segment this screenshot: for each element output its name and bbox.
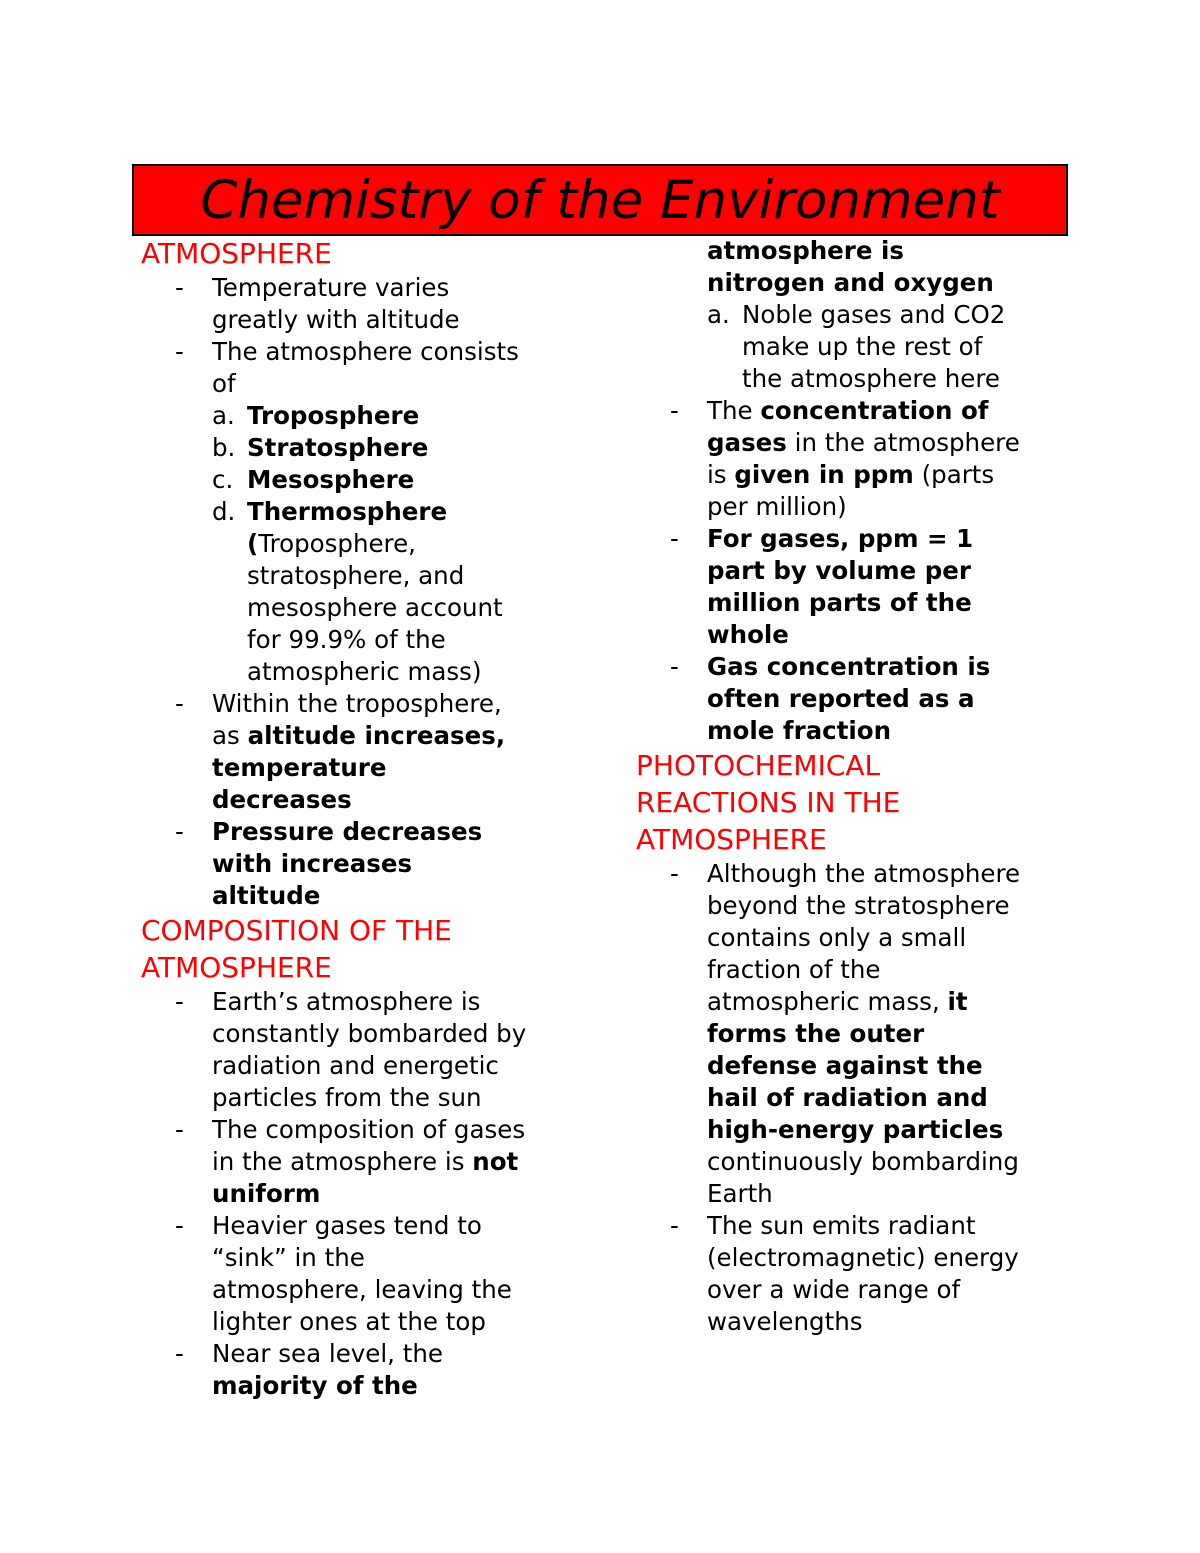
dash-bullet: - [670, 1211, 679, 1240]
list-item: - The concentration of gases in the atmosphere is given in ppm (parts per million) [670, 396, 1020, 521]
dash-bullet: - [670, 524, 679, 553]
list-item: - Within the troposphere, as altitude increases, temperature decreases [175, 689, 506, 814]
sublist-marker: c. [212, 465, 234, 494]
list-item: - Near sea level, the majority of the [175, 1339, 443, 1400]
list-item: - Pressure decreases with increases altitude [175, 817, 483, 910]
photochemical-heading: PHOTOCHEMICAL REACTIONS IN THE ATMOSPHERE [636, 749, 901, 856]
sublist-marker: d. [212, 497, 236, 526]
list-item: - The atmosphere consists of [175, 337, 519, 398]
sublist-item [141, 496, 581, 528]
sublist-item [141, 464, 581, 496]
left-column [141, 235, 581, 1402]
atmosphere-heading: ATMOSPHERE [141, 237, 332, 270]
layer-name: Mesosphere [247, 465, 415, 494]
list-item: - For gases, ppm = 1 part by volume per million parts of the whole [670, 524, 974, 649]
list-item: - Temperature varies greatly with altitude [175, 273, 460, 334]
dash-bullet: - [175, 1339, 184, 1368]
composition-heading: COMPOSITION OF THE ATMOSPHERE [141, 914, 452, 984]
dash-bullet: - [175, 1115, 184, 1144]
list-item: - Although the atmosphere beyond the stratosphere contains only a small fraction of the atmospheric mass, it forms the outer defense against the hail of radiation and high-energy particles continuously bombarding Earth [670, 859, 1021, 1208]
continued-item: atmosphere is nitrogen and oxygen [707, 236, 994, 297]
dash-bullet: - [670, 652, 679, 681]
list-item: - The composition of gases in the atmosphere is not uniform [175, 1115, 526, 1208]
dash-bullet: - [175, 689, 184, 718]
layer-note: (Troposphere, stratosphere, and mesosphere account for 99.9% of the atmospheric mass) [247, 529, 503, 686]
layer-name: Thermosphere [247, 497, 448, 526]
list-item: - The sun emits radiant (electromagnetic) energy over a wide range of wavelengths [670, 1211, 1019, 1336]
sublist-item [141, 432, 581, 464]
sublist-marker: a. [707, 300, 730, 329]
dash-bullet: - [175, 817, 184, 846]
list-item: - Gas concentration is often reported as a mole fraction [670, 652, 991, 745]
right-column [636, 235, 1076, 1338]
list-item: - Earth’s atmosphere is constantly bombarded by radiation and energetic particles from the sun [175, 987, 527, 1112]
document-title: Chemistry of the Environment [132, 164, 1068, 236]
dash-bullet: - [670, 396, 679, 425]
sublist-item: a. Noble gases and CO2 make up the rest of the atmosphere here [707, 300, 1006, 393]
dash-bullet: - [175, 1211, 184, 1240]
dash-bullet: - [175, 987, 184, 1016]
layer-name: Troposphere [247, 401, 420, 430]
dash-bullet: - [175, 337, 184, 366]
dash-bullet: - [670, 859, 679, 888]
sublist-item [141, 400, 581, 432]
layer-name: Stratosphere [247, 433, 429, 462]
list-item: - Heavier gases tend to “sink” in the atmosphere, leaving the lighter ones at the top [175, 1211, 512, 1336]
dash-bullet: - [175, 273, 184, 302]
sublist-marker: a. [212, 401, 235, 430]
sublist-marker: b. [212, 433, 236, 462]
